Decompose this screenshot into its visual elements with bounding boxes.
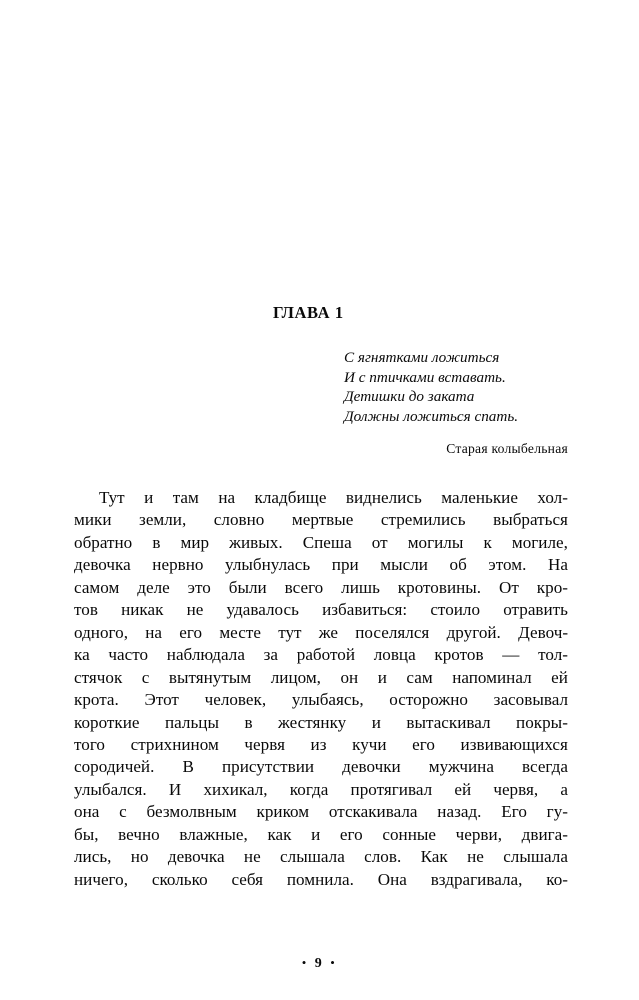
body-line: одного, на его месте тут же поселялся другой. Девоч- [74,622,569,642]
body-line: ничего, сколько себя помнила. Она вздрагивала, ко- [74,869,568,889]
body-paragraph [74,487,567,891]
body-line: сородичей. В присутствии девочки мужчина всегда [74,757,568,777]
body-line: крота. Этот человек, улыбаясь, осторожно засовывал [74,690,568,710]
epigraph-line: И с птичками вставать. [344,368,506,386]
body-line: бы, вечно влажные, как и его сонные черви, двига- [74,824,568,844]
epigraph [344,348,568,426]
body-line: короткие пальцы в жестянку и вытаскивал покры- [74,712,568,732]
folio-ornament-left-icon: • [301,955,309,970]
body-line: девочка нервно улыбнулась при мысли об этом. На [74,555,568,575]
epigraph-line: Детишки до заката [344,388,475,406]
body-line: стячок с вытянутым лицом, он и сам напоминал ей [74,667,568,687]
body-line: улыбался. И хихикал, когда протягивал ей червя, а [74,779,568,799]
body-line: самом деле это были всего лишь кротовины. От кро- [74,577,568,597]
chapter-heading: ГЛАВА 1 [273,303,344,322]
epigraph-line: С ягнятками ложиться [344,349,500,366]
folio-number: 9 [314,956,325,971]
epigraph-line: Должны ложиться спать. [344,407,519,425]
body-line: Тут и там на кладбище виднелись маленькие хол- [99,488,568,507]
body-line: обратно в мир живых. Спеша от могилы к могиле, [74,532,568,552]
body-line: того стрихнином червя из кучи его извивающихся [74,734,568,754]
body-line: мики земли, словно мертвые стремились выбраться [74,510,568,530]
epigraph-source: Старая колыбельная [446,441,568,456]
folio-ornament-right-icon: • [330,955,338,970]
body-line: лись, но девочка не слышала слов. Как не слышала [74,847,568,867]
body-line: тов никак не удавалось избавиться: стоило отравить [74,600,568,620]
body-line: она с безмолвным криком отскакивала назад. Его гу- [74,802,568,822]
page-number [0,955,639,972]
body-line: ка часто наблюдала за работой ловца кротов — тол- [74,645,568,665]
